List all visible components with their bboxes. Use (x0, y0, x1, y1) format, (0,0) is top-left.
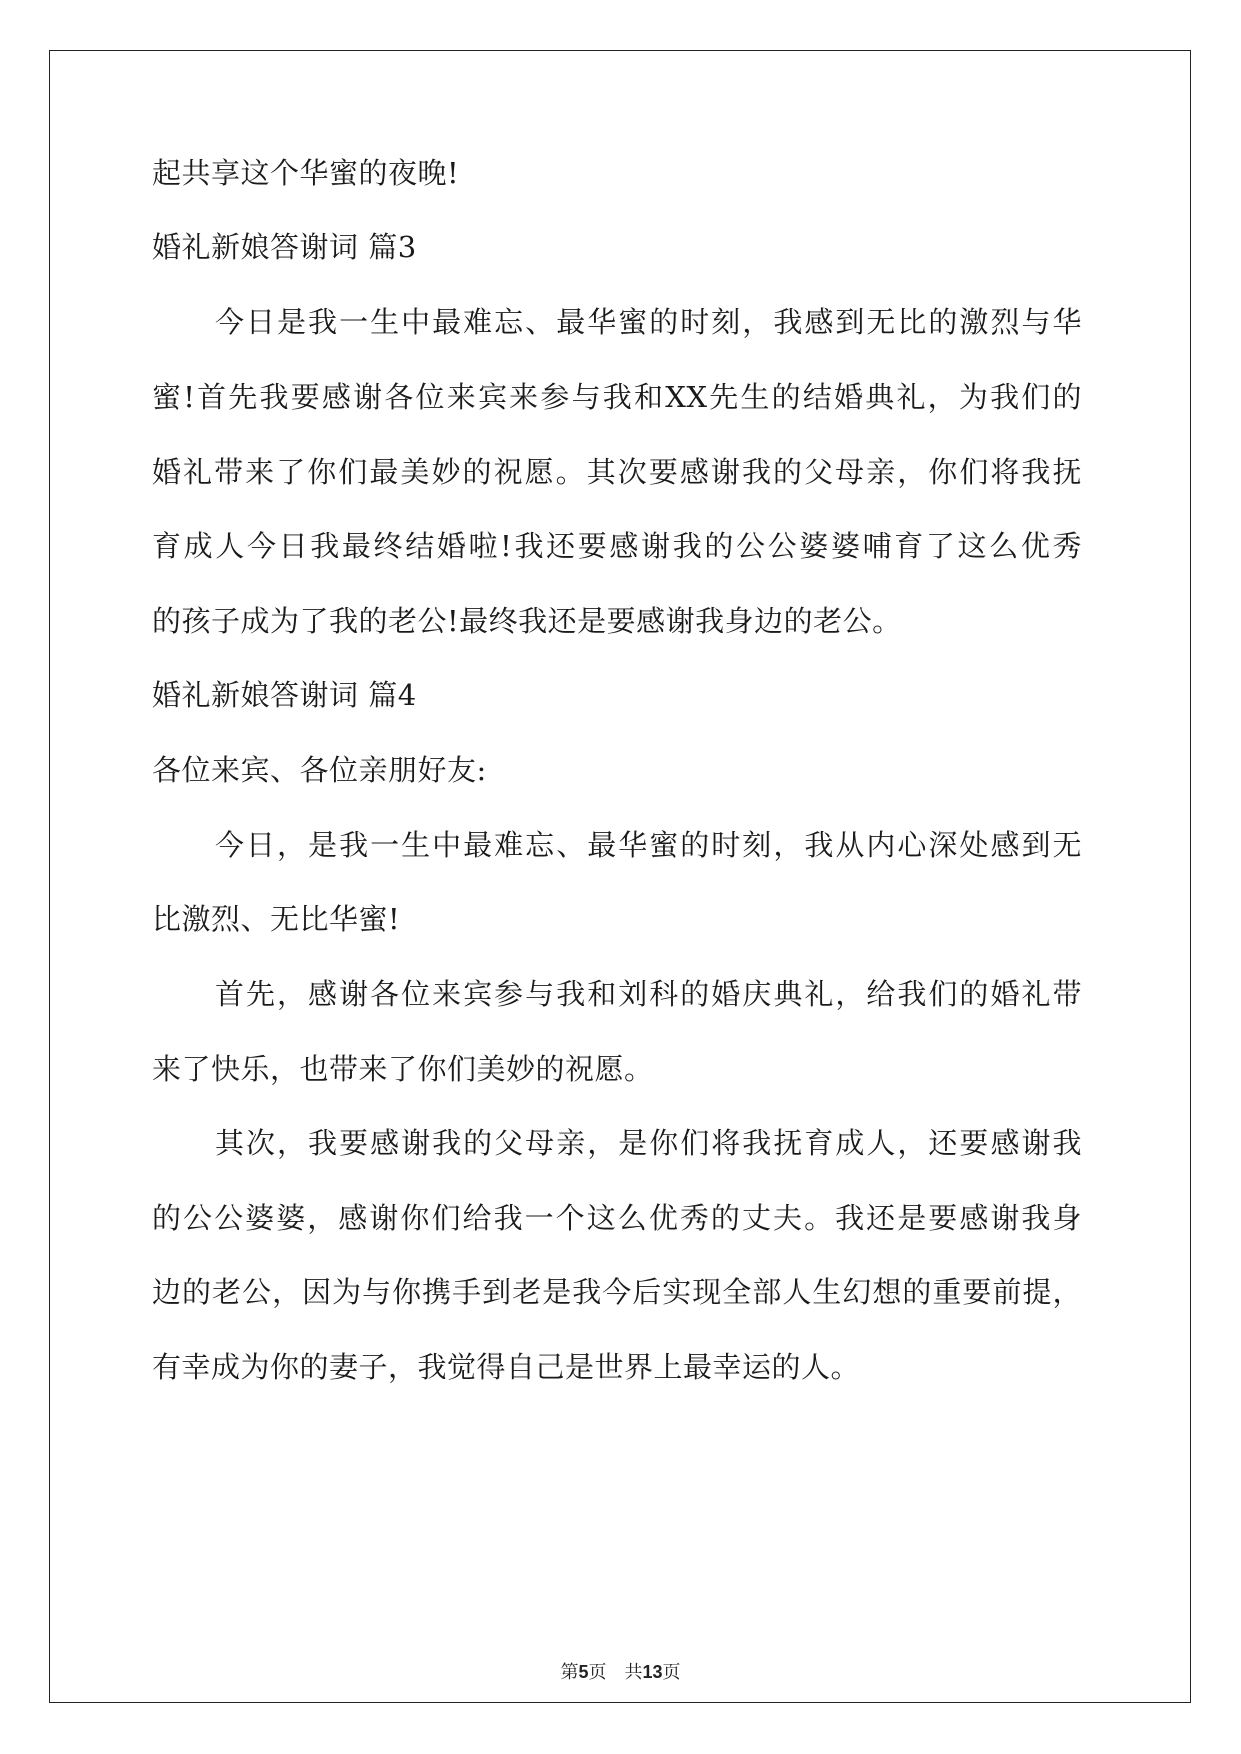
total-prefix: 共 (624, 1662, 643, 1683)
salutation-line: 各位来宾、各位亲朋好友: (152, 753, 487, 787)
page-prefix: 第 (560, 1662, 579, 1683)
total-pages: 13 (642, 1662, 663, 1682)
paragraph-line: 边的老公，因为与你携手到老是我今后实现全部人生幻想的重要前提， (152, 1275, 1082, 1309)
total-suffix: 页 (662, 1662, 681, 1683)
page-number: 5 (578, 1662, 589, 1682)
paragraph-line: 首先，感谢各位来宾参与我和刘科的婚庆典礼，给我们的婚礼带 (215, 977, 1082, 1011)
paragraph-line: 比激烈、无比华蜜! (152, 902, 401, 936)
page-footer (0, 1660, 1241, 1685)
section-heading-3: 婚礼新娘答谢词 篇3 (152, 230, 417, 264)
paragraph-line: 来了快乐，也带来了你们美妙的祝愿。 (152, 1052, 654, 1086)
paragraph-line: 今日是我一生中最难忘、最华蜜的时刻，我感到无比的激烈与华 (215, 305, 1082, 339)
paragraph-line: 的孩子成为了我的老公!最终我还是要感谢我身边的老公。 (152, 604, 902, 638)
paragraph-line: 今日，是我一生中最难忘、最华蜜的时刻，我从内心深处感到无 (215, 828, 1082, 862)
paragraph-line: 育成人今日我最终结婚啦!我还要感谢我的公公婆婆哺育了这么优秀 (152, 529, 1082, 563)
text-line-continuation: 起共享这个华蜜的夜晚! (152, 156, 460, 190)
paragraph-line: 的公公婆婆，感谢你们给我一个这么优秀的丈夫。我还是要感谢我身 (152, 1201, 1082, 1235)
page-suffix: 页 (588, 1662, 607, 1683)
page-border (49, 50, 1191, 1703)
paragraph-line: 有幸成为你的妻子，我觉得自己是世界上最幸运的人。 (152, 1350, 861, 1384)
paragraph-line: 蜜!首先我要感谢各位来宾来参与我和XX先生的结婚典礼，为我们的 (152, 380, 1082, 414)
paragraph-line: 婚礼带来了你们最美妙的祝愿。其次要感谢我的父母亲，你们将我抚 (152, 455, 1082, 489)
paragraph-line: 其次，我要感谢我的父母亲，是你们将我抚育成人，还要感谢我 (215, 1126, 1082, 1160)
section-heading-4: 婚礼新娘答谢词 篇4 (152, 678, 417, 712)
